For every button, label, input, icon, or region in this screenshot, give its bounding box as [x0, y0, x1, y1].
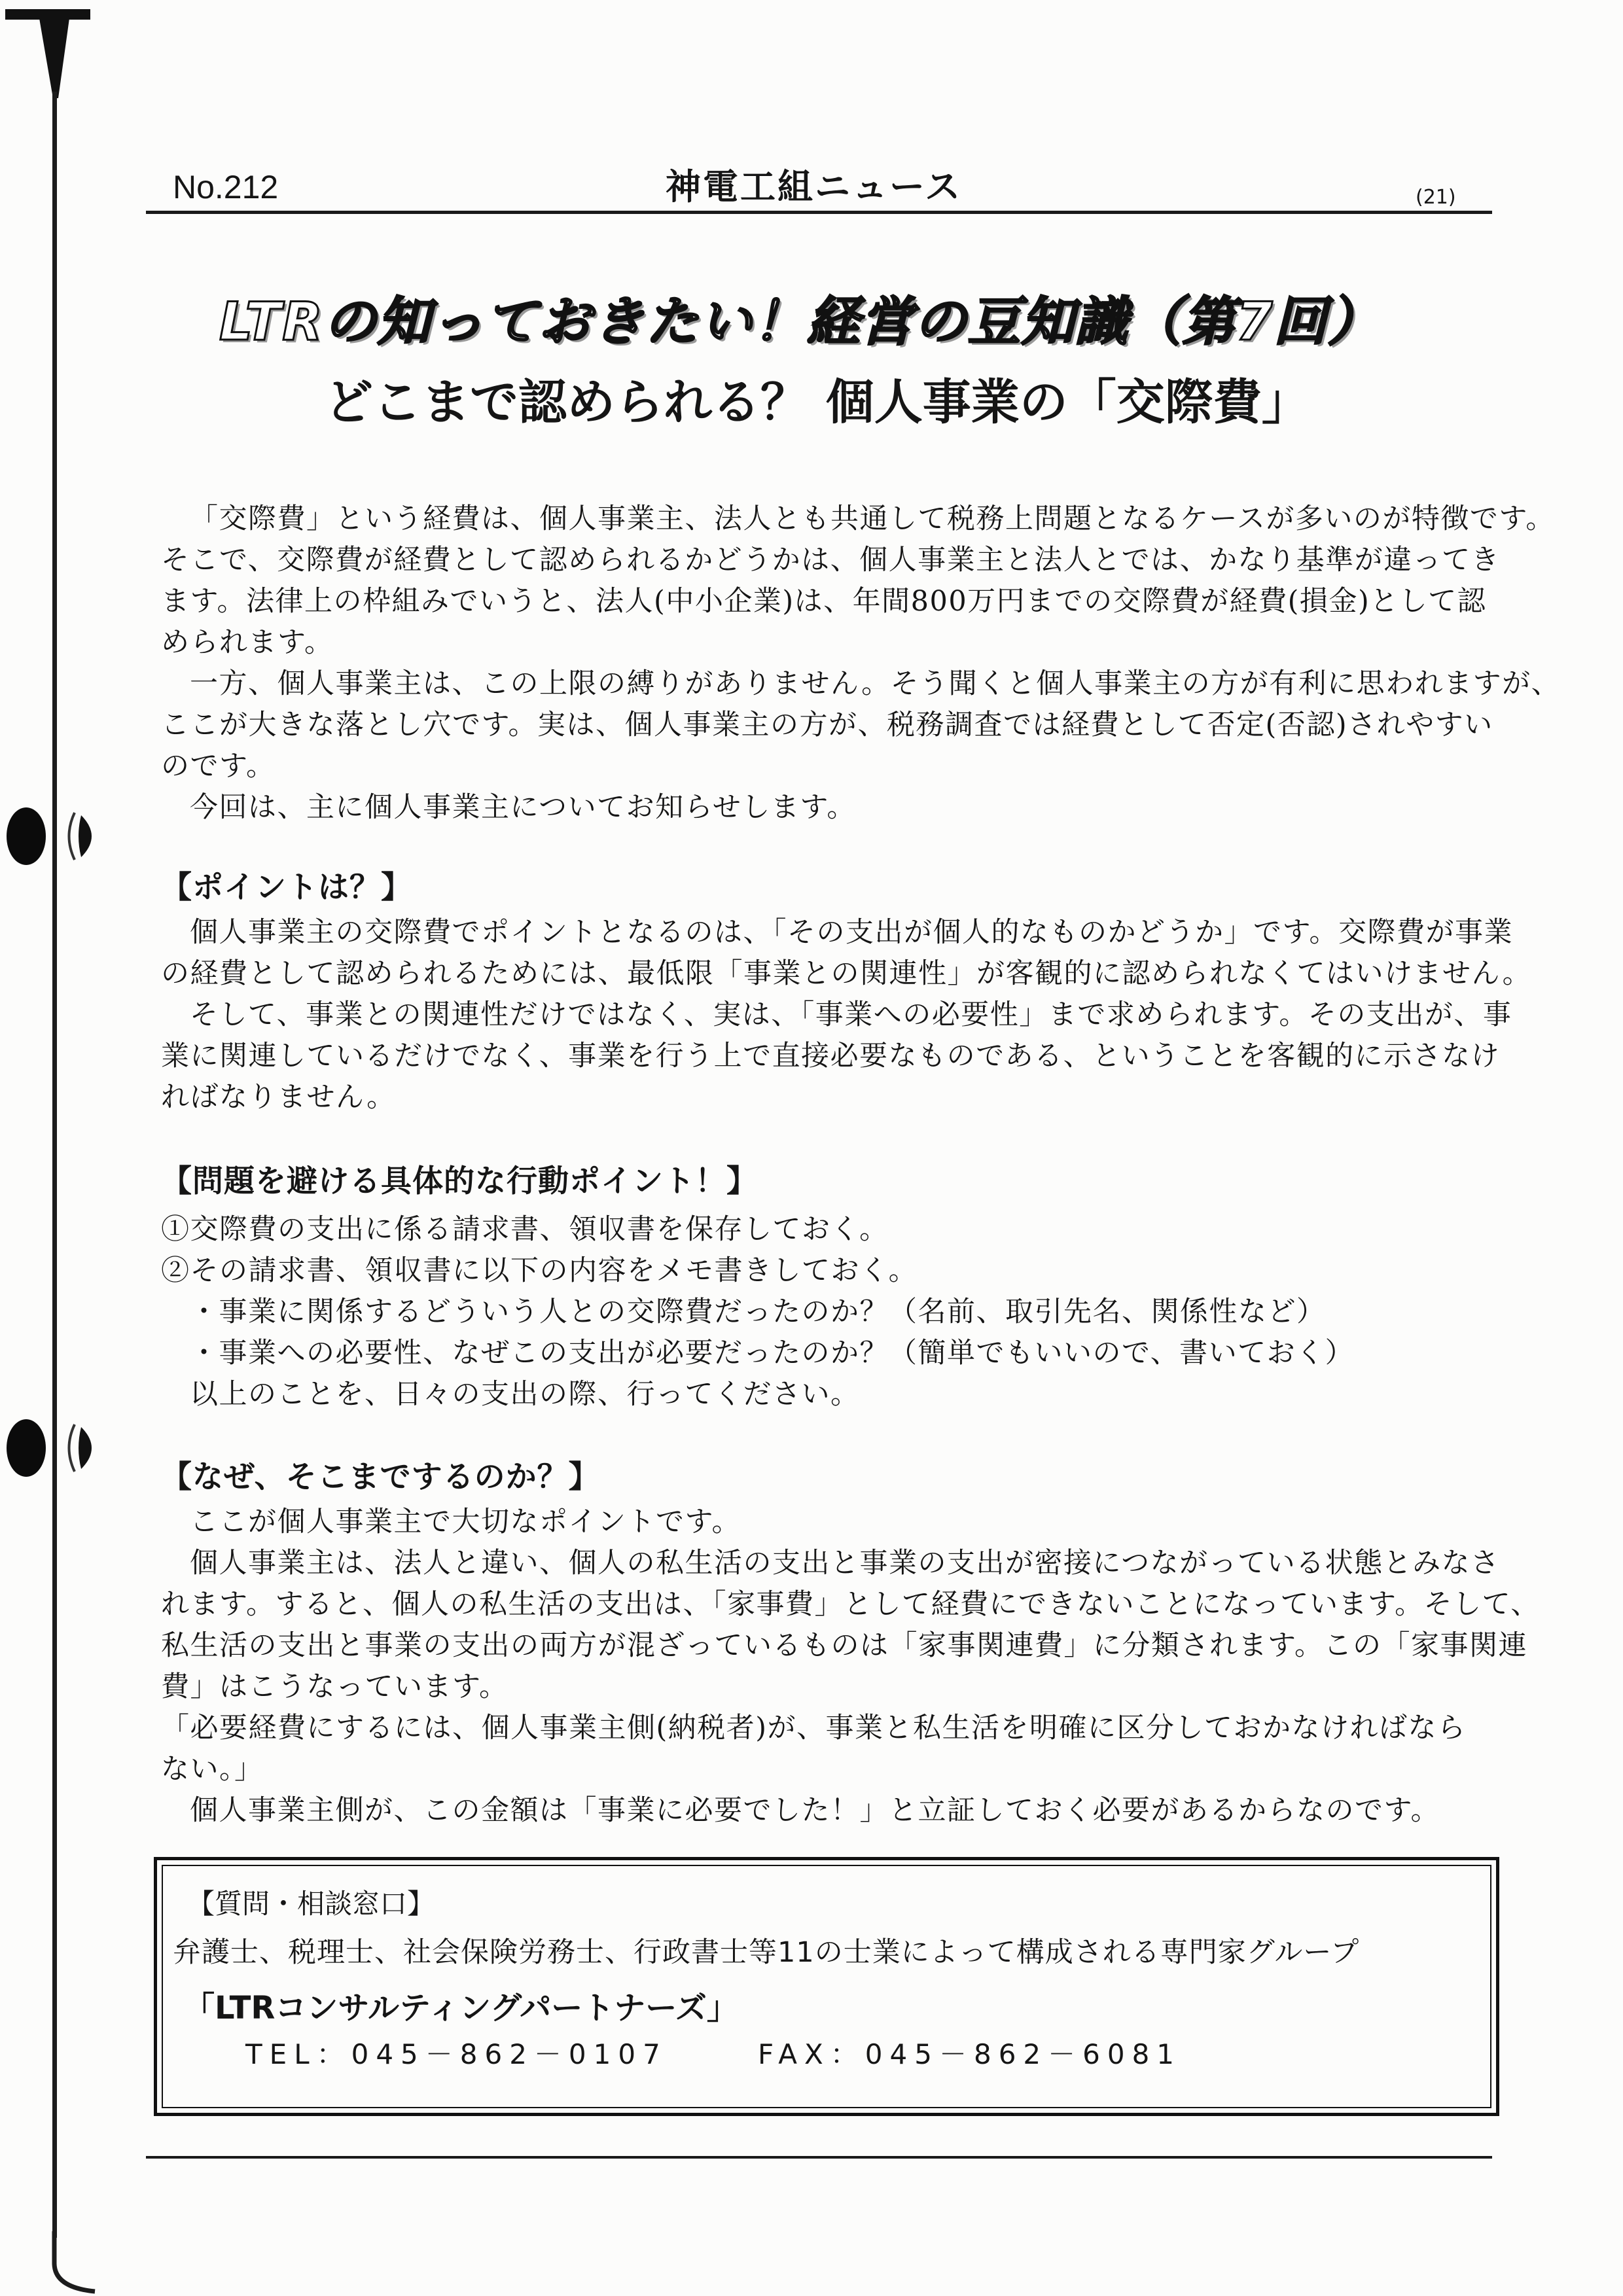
bullet-item: ・事業に関係するどういう人との交際費だったのか？（名前、取引先名、関係性など）: [190, 1296, 1326, 1328]
binding-edge: [0, 0, 111, 2296]
body-line: ここが大きな落とし穴です。実は、個人事業主の方が、税務調査では経費として否定(否認)されやすい: [161, 709, 1493, 741]
punch-hole: [7, 1419, 92, 1477]
section-body-actions: [161, 1209, 1354, 1415]
section-heading-why: 【なぜ、そこまでするのか？】: [161, 1459, 600, 1495]
body-line: ない。」: [161, 1753, 264, 1786]
header-rule: [146, 211, 1492, 214]
body-line: ます。法律上の枠組みでいうと、法人(中小企業)は、年間800万円までの交際費が経費(損金)として認: [161, 585, 1487, 618]
body-line: 個人事業主側が、この金額は「事業に必要でした！」と立証しておく必要があるからなのです。: [190, 1794, 1440, 1827]
series-title: LTRの知っておきたい！経営の豆知識（第7回）: [219, 291, 1382, 352]
body-line: のです。: [161, 750, 276, 783]
body-line: 個人事業主は、法人と違い、個人の私生活の支出と事業の支出が密接につながっている状態とみなさ: [190, 1547, 1500, 1580]
body-line: 一方、個人事業主は、この上限の縛りがありません。そう聞くと個人事業主の方が有利に思われますが、: [190, 667, 1561, 700]
article-headline: どこまで認められる？ 個人事業の「交際費」: [325, 374, 1310, 431]
body-line: 「必要経費にするには、個人事業主側(納税者)が、事業と私生活を明確に区分しておかなければなら: [161, 1712, 1467, 1744]
contact-heading: 【質問・相談窓口】: [187, 1888, 435, 1920]
numbered-item: ①交際費の支出に係る請求書、領収書を保存しておく。: [161, 1213, 889, 1246]
punch-hole: [7, 807, 92, 865]
contact-description: 弁護士、税理士、社会保険労務士、行政書士等11の士業によって構成される専門家グループ: [173, 1936, 1360, 1969]
body-line: そして、事業との関連性だけではなく、実は、「事業への必要性」まで求められます。その支出が、事: [190, 998, 1512, 1031]
bullet-item: ・事業への必要性、なぜこの支出が必要だったのか？（簡単でもいいので、書いておく）: [190, 1337, 1355, 1369]
newsletter-title: 神電工組ニュース: [666, 166, 963, 207]
body-line: 業に関連しているだけでなく、事業を行う上で直接必要なものである、ということを客観的に示さなけ: [161, 1040, 1501, 1072]
contact-box: [154, 1857, 1499, 2116]
body-line: 今回は、主に個人事業主についてお知らせします。: [190, 791, 856, 824]
body-line: ここが個人事業主で大切なポイントです。: [190, 1506, 741, 1538]
issue-number: No.212: [173, 169, 279, 205]
section-heading-points: 【ポイントは？】: [161, 870, 412, 906]
body-line: められます。: [161, 626, 334, 659]
body-line: れます。すると、個人の私生活の支出は、「家事費」として経費にできないことになっています。そして、: [161, 1588, 1540, 1621]
numbered-item: ②その請求書、領収書に以下の内容をメモ書きしておく。: [161, 1254, 918, 1287]
body-line: 以上のことを、日々の支出の際、行ってください。: [190, 1378, 860, 1411]
fax-number: FAX：045－862－6081: [758, 2038, 1182, 2070]
intro-paragraphs: [161, 499, 1560, 828]
page-number: (21): [1416, 186, 1456, 209]
body-line: 費」はこうなっています。: [161, 1670, 508, 1703]
binding-line: [52, 92, 57, 2238]
body-line: 私生活の支出と事業の支出の両方が混ざっているものは「家事関連費」に分類されます。この「家事関連: [161, 1629, 1528, 1662]
section-body-points: [161, 912, 1531, 1118]
body-line: の経費として認められるためには、最低限「事業との関連性」が客観的に認められなくてはいけません。: [161, 957, 1532, 990]
body-line: そこで、交際費が経費として認められるかどうかは、個人事業主と法人とでは、かなり基準が違ってき: [161, 544, 1501, 576]
organization-name: 「LTRコンサルティングパートナーズ」: [183, 1990, 738, 2026]
binding-foot: [54, 2231, 95, 2291]
binder-clip-top: [5, 9, 90, 98]
section-heading-actions: 【問題を避ける具体的な行動ポイント！】: [161, 1163, 758, 1199]
phone-number: TEL：045－862－0107: [245, 2038, 668, 2070]
body-line: ればなりません。: [161, 1081, 396, 1114]
body-line: 「交際費」という経費は、個人事業主、法人とも共通して税務上問題となるケースが多いのが特徴です。: [190, 503, 1555, 535]
footer-rule: [146, 2156, 1492, 2159]
body-line: 個人事業主の交際費でポイントとなるのは、「その支出が個人的なものかどうか」です。交際費が事業: [190, 916, 1514, 949]
section-body-why: [161, 1502, 1540, 1831]
